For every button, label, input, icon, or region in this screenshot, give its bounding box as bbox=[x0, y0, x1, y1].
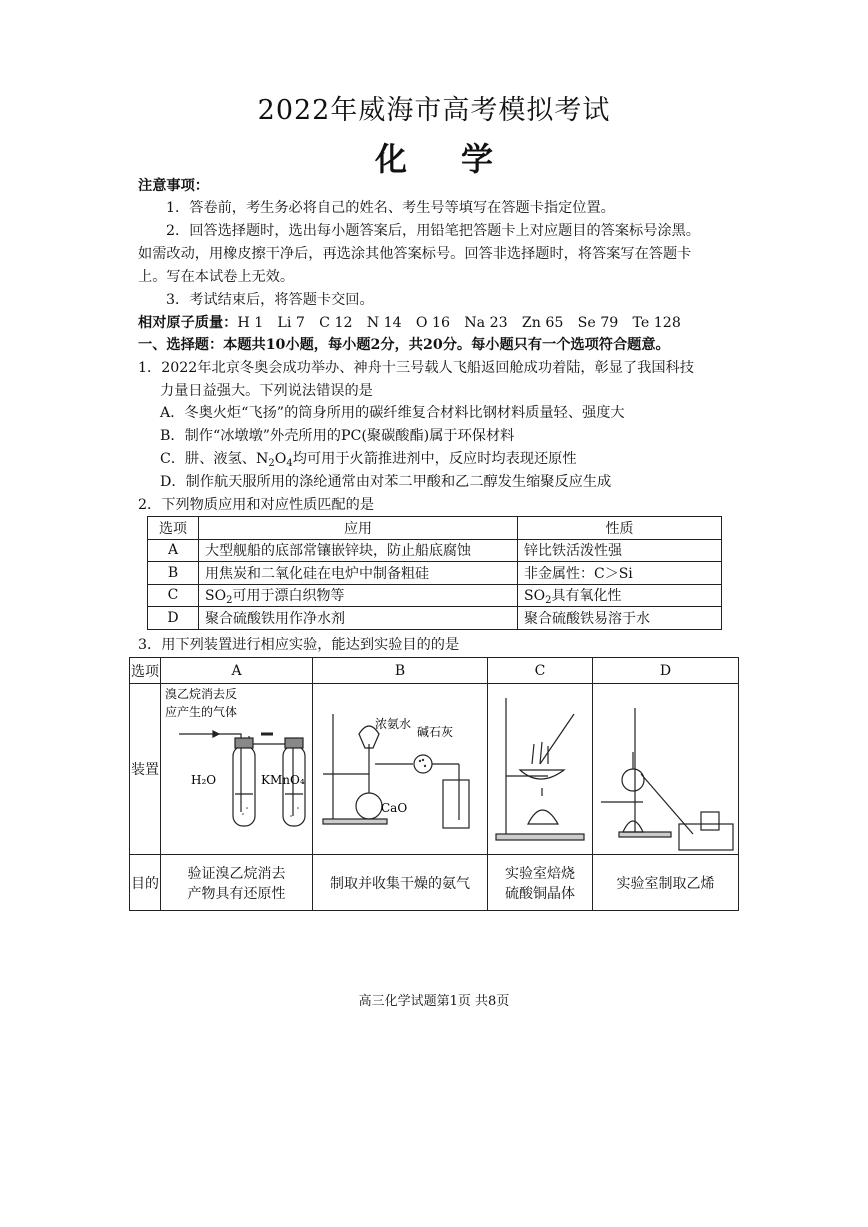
apparatus-a-gas-label-2: 应产生的气体 bbox=[165, 705, 238, 719]
q1-option-a: A．冬奥火炬“飞扬”的筒身所用的碳纤维复合材料比钢材料质量轻、强度大 bbox=[160, 405, 625, 421]
purpose-a-line-2: 产物具有还原性 bbox=[187, 885, 286, 902]
q2-row-b-property: 非金属性：C＞Si bbox=[518, 562, 722, 585]
apparatus-d bbox=[593, 684, 739, 855]
atomic-mass-line bbox=[138, 312, 738, 334]
purpose-c-line-1: 实验室焙烧 bbox=[505, 865, 575, 882]
apparatus-c bbox=[488, 684, 593, 855]
purpose-c-line-2: 硫酸铜晶体 bbox=[505, 885, 575, 902]
q1-option-b: B．制作“冰墩墩”外壳所用的PC(聚碳酸酯)属于环保材料 bbox=[160, 428, 515, 444]
apparatus-a-drawing bbox=[161, 684, 312, 854]
q2-stem: 2．下列物质应用和对应性质匹配的是 bbox=[138, 497, 375, 513]
q2-header-option: 选项 bbox=[148, 517, 199, 540]
q3-header-d: D bbox=[593, 658, 739, 684]
notice-item-3: 3．考试结束后，将答题卡交回。 bbox=[166, 292, 374, 308]
purpose-c bbox=[488, 855, 593, 911]
q2-header-property: 性质 bbox=[518, 517, 722, 540]
q3-label-purpose: 目的 bbox=[130, 855, 161, 911]
q2-row-c-option: C bbox=[148, 584, 199, 607]
apparatus-b bbox=[313, 684, 488, 855]
page-footer: 高三化学试题第1页 共8页 bbox=[358, 994, 510, 1009]
q2-header-row bbox=[148, 517, 722, 540]
notice-item-2b: 如需改动，用橡皮擦干净后，再选涂其他答案标号。回答非选择题时，将答案写在答题卡 bbox=[138, 246, 692, 262]
q2-header-use: 应用 bbox=[199, 517, 518, 540]
purpose-d: 实验室制取乙烯 bbox=[593, 855, 739, 911]
q2-c-use-post: 可用于漂白织物等 bbox=[232, 587, 345, 604]
q2-row-c-property bbox=[518, 584, 722, 607]
apparatus-b-ammonia-label: 浓氨水 bbox=[375, 717, 412, 731]
q2-row-d-option: D bbox=[148, 607, 199, 630]
table-row bbox=[148, 607, 722, 630]
q3-label-option: 选项 bbox=[130, 658, 161, 684]
q2-row-a-use: 大型舰船的底部常镶嵌锌块，防止船底腐蚀 bbox=[199, 539, 518, 562]
notice-item-2a: 2．回答选择题时，选出每小题答案后，用铅笔把答题卡上对应题目的答案标号涂黑。 bbox=[166, 223, 700, 239]
apparatus-d-drawing bbox=[593, 684, 738, 854]
q2-row-c-use bbox=[199, 584, 518, 607]
q2-row-a-property: 锌比铁活泼性强 bbox=[518, 539, 722, 562]
q1-c-sub-2: 4 bbox=[286, 458, 293, 469]
purpose-b: 制取并收集干燥的氨气 bbox=[313, 855, 488, 911]
q1-option-d: D．制作航天服所用的涤纶通常由对苯二甲酸和乙二醇发生缩聚反应生成 bbox=[160, 474, 612, 490]
q3-purpose-row bbox=[130, 855, 739, 911]
atomic-mass-label: 相对原子质量： bbox=[138, 315, 238, 331]
notice-heading: 注意事项： bbox=[138, 178, 209, 194]
atomic-mass-values: H 1 Li 7 C 12 N 14 O 16 Na 23 Zn 65 Se 79 Te 128 bbox=[237, 315, 681, 331]
q2-row-d-property: 聚合硫酸铁易溶于水 bbox=[518, 607, 722, 630]
q1-stem-1: 1．2022年北京冬奥会成功举办、神舟十三号载人飞船返回舱成功着陆，彰显了我国科技 bbox=[138, 360, 694, 376]
q3-label-apparatus: 装置 bbox=[130, 684, 161, 855]
q2-c-prop-post: 具有氧化性 bbox=[551, 587, 622, 604]
exam-title: 2022年威海市高考模拟考试 bbox=[257, 95, 611, 126]
q2-c-prop-sub: 2 bbox=[545, 594, 552, 606]
q1-c-text-pre: C．肼、液氢、N bbox=[160, 451, 269, 467]
q2-c-use-pre: SO bbox=[205, 587, 227, 604]
apparatus-a bbox=[161, 684, 313, 855]
q3-header-c: C bbox=[488, 658, 593, 684]
table-row bbox=[148, 584, 722, 607]
q3-stem: 3．用下列装置进行相应实验，能达到实验目的的是 bbox=[138, 637, 460, 653]
apparatus-a-gas-label-1: 溴乙烷消去反 bbox=[165, 687, 238, 701]
q1-c-text-mid: O bbox=[274, 451, 287, 467]
q2-row-a-option: A bbox=[148, 539, 199, 562]
table-row bbox=[148, 539, 722, 562]
q3-header-row bbox=[130, 658, 739, 684]
subject-title: 化学 bbox=[374, 140, 547, 178]
notice-item-2c: 上。写在本试卷上无效。 bbox=[138, 269, 295, 285]
q2-row-d-use: 聚合硫酸铁用作净水剂 bbox=[199, 607, 518, 630]
notice-item-1: 1．答卷前，考生务必将自己的姓名、考生号等填写在答题卡指定位置。 bbox=[166, 200, 615, 216]
apparatus-a-kmno4-label: KMnO₄ bbox=[261, 773, 305, 787]
table-row bbox=[148, 562, 722, 585]
q3-header-b: B bbox=[313, 658, 488, 684]
q2-row-b-option: B bbox=[148, 562, 199, 585]
q1-c-text-post: 均可用于火箭推进剂中，反应时均表现还原性 bbox=[292, 451, 577, 467]
q1-stem-2: 力量日益强大。下列说法错误的是 bbox=[160, 383, 373, 399]
q2-c-prop-pre: SO bbox=[524, 587, 546, 604]
q1-c-sub-1: 2 bbox=[268, 458, 275, 469]
q2-c-use-sub: 2 bbox=[226, 594, 233, 606]
purpose-a bbox=[161, 855, 313, 911]
apparatus-b-soda-lime-label: 碱石灰 bbox=[417, 725, 454, 739]
apparatus-b-cao-label: CaO bbox=[381, 801, 408, 815]
q3-header-a: A bbox=[161, 658, 313, 684]
apparatus-c-drawing bbox=[488, 684, 592, 854]
apparatus-a-h2o-label: H₂O bbox=[191, 773, 217, 787]
apparatus-b-drawing bbox=[313, 684, 487, 854]
q3-apparatus-row bbox=[130, 684, 739, 855]
section-1-heading: 一、选择题：本题共10小题，每小题2分，共20分。每小题只有一个选项符合题意。 bbox=[138, 337, 670, 353]
q2-table bbox=[147, 516, 722, 630]
purpose-a-line-1: 验证溴乙烷消去 bbox=[187, 865, 286, 882]
q2-row-b-use: 用焦炭和二氧化硅在电炉中制备粗硅 bbox=[199, 562, 518, 585]
q3-table bbox=[129, 657, 739, 911]
